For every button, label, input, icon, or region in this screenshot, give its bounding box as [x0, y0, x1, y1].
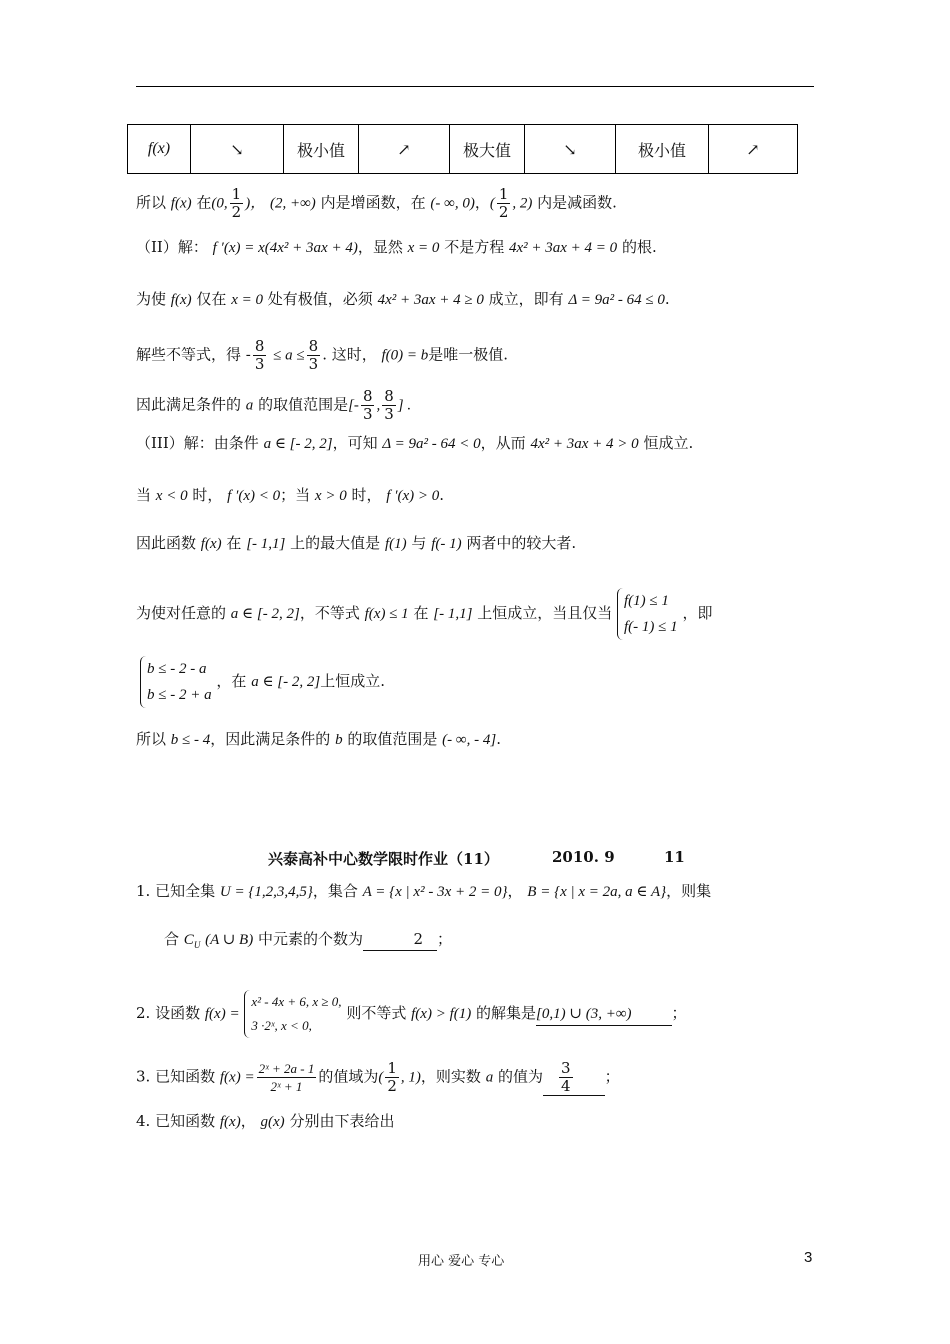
fraction: [361, 388, 375, 423]
solution-line-3: [136, 288, 670, 311]
numerator: 1: [231, 185, 242, 203]
formula: f(1): [384, 536, 407, 552]
equation: f(1) ≤ 1: [624, 593, 669, 609]
text: ，: [240, 1112, 256, 1130]
numerator: 1: [387, 1059, 397, 1077]
text: 当: [136, 486, 152, 504]
header-rule: [136, 86, 814, 87]
denominator: 2: [498, 203, 509, 221]
formula: 4x² + 3ax + 4 > 0: [530, 436, 639, 452]
fraction: [253, 338, 267, 373]
equation-system: [617, 588, 678, 640]
answer-blank[interactable]: [0,1) ∪ (3, +∞): [536, 1003, 671, 1026]
formula: (: [489, 195, 495, 212]
fraction: [382, 388, 396, 423]
formula: (A ∪ B): [205, 932, 254, 948]
numerator: 3: [561, 1059, 571, 1077]
table-cell: 极大值: [450, 125, 525, 174]
sign-table: [127, 124, 798, 174]
text: （II）解：: [136, 238, 208, 256]
numerator: 8: [254, 337, 265, 355]
formula: f ′(x) < 0: [227, 488, 281, 504]
formula: f(x): [170, 195, 192, 212]
page-number: 3: [804, 1249, 813, 1266]
text: 为使: [136, 290, 167, 308]
solution-line-10: [140, 656, 385, 708]
formula: (2, +∞): [270, 195, 316, 212]
formula: [- 1,1]: [433, 606, 473, 622]
piecewise-cases: [244, 990, 341, 1038]
solution-line-1: [136, 186, 617, 221]
text: 上恒成立，当且仅当: [477, 604, 613, 622]
solution-line-11: [136, 728, 501, 751]
formula: f(x) =: [219, 1069, 255, 1086]
denominator: 3: [254, 355, 265, 373]
denominator: 3: [362, 405, 373, 423]
formula: A = {x | x² - 3x + 2 = 0}: [362, 884, 508, 900]
text: ，可知: [332, 434, 378, 452]
text: ，则实数: [420, 1067, 481, 1086]
text: ；: [437, 930, 453, 948]
table-cell: 极小值: [616, 125, 709, 174]
text: 合: [164, 930, 180, 948]
answer-blank[interactable]: 2: [363, 928, 437, 951]
question-3: [136, 1060, 620, 1096]
formula: U = {1,2,3,4,5}: [219, 884, 313, 900]
solution-line-8: [136, 532, 576, 555]
text: 时，: [192, 486, 223, 504]
denominator: 3: [308, 355, 319, 373]
formula: , 1): [400, 1069, 421, 1086]
formula: Δ = 9a² - 64 ≤ 0: [568, 292, 665, 308]
text: 两者中的较大者.: [466, 534, 577, 552]
formula: ≤ a ≤: [273, 347, 305, 364]
question-number: 1.: [136, 882, 151, 900]
formula: f(x): [200, 536, 222, 552]
subscript: U: [193, 940, 201, 950]
formula: B = {x | x = 2a, a ∈ A}: [527, 884, 667, 900]
formula: a: [245, 397, 254, 414]
formula: (: [378, 1069, 384, 1086]
text: 在: [196, 193, 212, 212]
text: ；: [604, 1067, 620, 1086]
solution-line-6: [136, 432, 693, 455]
formula: g(x): [260, 1114, 285, 1130]
question-1: [136, 880, 711, 903]
text: 为使对任意的: [136, 604, 227, 622]
text: ，不等式: [299, 604, 360, 622]
formula: f(- 1): [431, 536, 462, 552]
text: 中元素的个数为: [258, 930, 364, 948]
text: 的值域为: [318, 1067, 379, 1086]
denominator: 4: [561, 1077, 571, 1095]
text: 成立，即有: [488, 290, 564, 308]
text: 的根.: [621, 238, 657, 256]
table-cell: ↘: [191, 125, 284, 174]
title-date: 2010. 9: [552, 848, 615, 866]
text: ；当: [280, 486, 311, 504]
question-4: [136, 1110, 394, 1133]
answer-blank[interactable]: [543, 1060, 605, 1096]
text: 仅在: [196, 290, 227, 308]
text: 已知函数: [155, 1112, 216, 1130]
question-2: [136, 990, 687, 1038]
denominator: 2: [387, 1077, 397, 1095]
text: 上恒成立.: [320, 672, 385, 690]
formula: , 2): [512, 195, 533, 212]
formula: (- ∞, - 4]: [442, 732, 497, 748]
formula: ] .: [397, 397, 412, 414]
formula: b: [335, 732, 343, 748]
equation: b ≤ - 2 + a: [147, 687, 212, 703]
case: 3 ·2ˣ, x < 0,: [251, 1018, 312, 1033]
fraction: [497, 186, 511, 221]
fraction: [559, 1060, 573, 1095]
fraction: [307, 338, 321, 373]
denominator: 3: [384, 405, 394, 423]
formula: f ′(x) > 0: [386, 488, 440, 504]
formula: (- ∞, 0): [430, 195, 475, 212]
text: 解些不等式，得 -: [136, 345, 251, 364]
numerator: 2ˣ + 2a - 1: [258, 1061, 315, 1076]
formula: a ∈ [- 2, 2]: [230, 606, 300, 622]
solution-line-9: [136, 588, 712, 640]
question-1-cont: [164, 928, 452, 956]
text: .: [439, 486, 445, 504]
fraction: [385, 1060, 399, 1095]
text: 时，: [351, 486, 382, 504]
text: ，则集: [666, 882, 712, 900]
question-number: 2.: [136, 1004, 151, 1022]
text: 处有极值，必须: [267, 290, 373, 308]
equation: b ≤ - 2 - a: [147, 661, 207, 677]
text: 则不等式: [346, 1004, 407, 1022]
text: 因此满足条件的: [136, 395, 242, 414]
text: 与: [411, 534, 427, 552]
numerator: 1: [498, 185, 509, 203]
formula: C: [183, 932, 194, 948]
formula: x = 0: [407, 240, 440, 256]
text: 设函数: [155, 1004, 201, 1022]
question-number: 3.: [136, 1067, 151, 1086]
formula: 4x² + 3ax + 4 = 0: [508, 240, 618, 256]
formula: 4x² + 3ax + 4 ≥ 0: [377, 292, 484, 308]
formula: x = 0: [231, 292, 263, 308]
formula: (0,: [211, 195, 228, 212]
text: ，从而: [480, 434, 526, 452]
solution-line-2: [136, 236, 657, 259]
formula: Δ = 9a² - 64 < 0: [382, 436, 481, 452]
text: 所以: [136, 730, 167, 748]
text: 的解集是: [476, 1004, 537, 1022]
formula: f(x): [219, 1114, 241, 1130]
text: 的取值范围是: [258, 395, 349, 414]
text: 内是增函数，在: [320, 193, 426, 212]
table-row: [128, 125, 798, 174]
solution-line-5: [136, 388, 411, 423]
text: 内是减函数.: [537, 193, 617, 212]
text: 因此函数: [136, 534, 197, 552]
text: 分别由下表给出: [289, 1112, 395, 1130]
text: 不是方程: [444, 238, 505, 256]
text: .: [496, 730, 501, 748]
formula: )，: [245, 195, 266, 212]
solution-line-4: [136, 338, 508, 373]
text: 上的最大值是: [290, 534, 381, 552]
text: ，集合: [312, 882, 358, 900]
fraction: [257, 1060, 317, 1095]
formula: x > 0: [314, 488, 347, 504]
table-cell: 极小值: [284, 125, 359, 174]
title-day: 11: [664, 848, 685, 866]
text: ，: [474, 193, 490, 212]
table-cell: ↗: [359, 125, 450, 174]
text: ；: [671, 1004, 687, 1022]
formula: f(x): [170, 292, 192, 308]
denominator: 2ˣ + 1: [270, 1079, 303, 1094]
formula: f(0) = b: [381, 347, 429, 364]
formula: [-: [348, 397, 359, 414]
solution-line-7: [136, 484, 444, 507]
formula: f(x) ≤ 1: [364, 606, 409, 622]
numerator: 8: [384, 387, 394, 405]
numerator: 8: [362, 387, 373, 405]
table-cell: f(x): [128, 125, 191, 174]
text: 已知函数: [155, 1067, 216, 1086]
formula: [- 1,1]: [246, 536, 286, 552]
formula: a: [485, 1069, 494, 1086]
table-cell: ↗: [709, 125, 798, 174]
text: .: [664, 290, 670, 308]
text: （III）解：由条件: [136, 434, 259, 452]
formula: f(x) =: [204, 1006, 240, 1022]
text: 已知全集: [155, 882, 216, 900]
table-cell: ↘: [525, 125, 616, 174]
denominator: 2: [231, 203, 242, 221]
fraction: [230, 186, 244, 221]
footer-motto: 用心 爱心 专心: [418, 1254, 505, 1269]
text: 恒成立.: [643, 434, 694, 452]
text: . 这时，: [322, 345, 377, 364]
text: 在: [413, 604, 429, 622]
formula: b ≤ - 4: [170, 732, 211, 748]
question-number: 4.: [136, 1112, 151, 1130]
text: 在: [226, 534, 242, 552]
case: x² - 4x + 6, x ≥ 0,: [251, 994, 342, 1009]
text: 的取值范围是: [347, 730, 438, 748]
text: 是唯一极值.: [428, 345, 509, 364]
equation-system: [140, 656, 212, 708]
formula: x < 0: [155, 488, 188, 504]
text: ，即: [682, 604, 713, 622]
equation: f(- 1) ≤ 1: [624, 619, 678, 635]
formula: ,: [376, 397, 381, 414]
text: 的值为: [498, 1067, 544, 1086]
text: ，在: [216, 672, 247, 690]
text: ，: [507, 882, 523, 900]
numerator: 8: [308, 337, 319, 355]
page-title: 兴泰高补中心数学限时作业（11）: [268, 850, 499, 868]
formula: f ′(x) = x(4x² + 3ax + 4): [212, 240, 358, 256]
formula: a ∈ [- 2, 2]: [251, 674, 321, 690]
text: 所以: [136, 193, 167, 212]
text: ，因此满足条件的: [210, 730, 331, 748]
text: ，显然: [357, 238, 403, 256]
formula: f(x) > f(1): [411, 1006, 472, 1022]
formula: a ∈ [- 2, 2]: [263, 436, 333, 452]
